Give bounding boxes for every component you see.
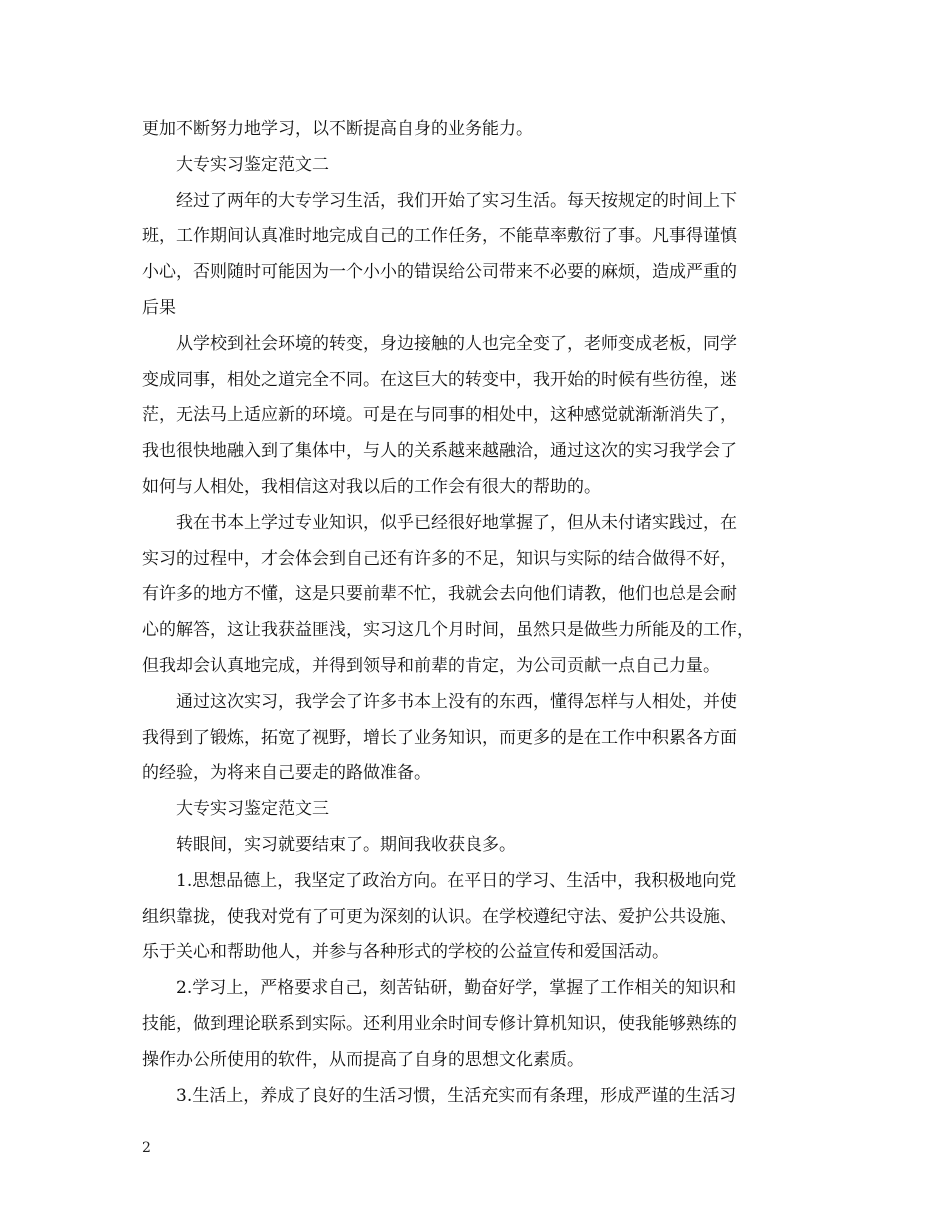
page-number: 2: [142, 1140, 151, 1156]
text-line: 班，工作期间认真准时地完成自己的工作任务，不能草率敷衍了事。凡事得谨慎: [142, 226, 737, 247]
text-line: 通过这次实习，我学会了许多书本上没有的东西，懂得怎样与人相处，并使: [176, 691, 737, 712]
text-line: 心的解答，这让我获益匪浅，实习这几个月时间，虽然只是做些力所能及的工作，: [142, 620, 754, 641]
text-line: 但我却会认真地完成，并得到领导和前辈的肯定，为公司贡献一点自己力量。: [142, 655, 720, 676]
text-line: 后果: [142, 297, 176, 318]
text-line: 操作办公所使用的软件，从而提高了自身的思想文化素质。: [142, 1049, 584, 1070]
text-line: 实习的过程中，才会体会到自己还有许多的不足，知识与实际的结合做得不好，: [142, 548, 737, 569]
list-item-1: 1.思想品德上，我坚定了政治方向。在平日的学习、生活中，我积极地向党: [176, 870, 737, 891]
text-line: 更加不断努力地学习，以不断提高自身的业务能力。: [142, 119, 533, 139]
section-heading-3: 大专实习鉴定范文三: [176, 799, 329, 820]
text-line: 组织靠拢，使我对党有了可更为深刻的认识。在学校遵纪守法、爱护公共设施、: [142, 906, 737, 927]
text-line: 经过了两年的大专学习生活，我们开始了实习生活。每天按规定的时间上下: [176, 190, 737, 211]
list-item-2: 2.学习上，严格要求自己，刻苦钻研，勤奋好学，掌握了工作相关的知识和: [176, 978, 737, 999]
text-line: 小心，否则随时可能因为一个小小的错误给公司带来不必要的麻烦，造成严重的: [142, 262, 737, 283]
text-line: 转眼间，实习就要结束了。期间我收获良多。: [176, 834, 516, 855]
text-line: 技能，做到理论联系到实际。还利用业余时间专修计算机知识，使我能够熟练的: [142, 1013, 737, 1034]
body-text: [142, 112, 820, 1114]
text-line: 我也很快地融入到了集体中，与人的关系越来越融洽，通过这次的实习我学会了: [142, 441, 737, 462]
text-line: 有许多的地方不懂，这是只要前辈不忙，我就会去向他们请教，他们也总是会耐: [142, 584, 737, 605]
text-line: 从学校到社会环境的转变，身边接触的人也完全变了，老师变成老板，同学: [176, 333, 737, 354]
text-line: 我得到了锻炼，拓宽了视野，增长了业务知识，而更多的是在工作中积累各方面: [142, 727, 737, 748]
text-line: 如何与人相处，我相信这对我以后的工作会有很大的帮助的。: [142, 476, 601, 497]
text-line: 乐于关心和帮助他人，并参与各种形式的学校的公益宣传和爱国活动。: [142, 942, 669, 963]
text-line: 我在书本上学过专业知识，似乎已经很好地掌握了，但从未付诸实践过，在: [176, 512, 737, 533]
text-line: 变成同事，相处之道完全不同。在这巨大的转变中，我开始的时候有些彷徨，迷: [142, 369, 737, 390]
section-heading-2: 大专实习鉴定范文二: [176, 154, 329, 175]
text-line: 茫，无法马上适应新的环境。可是在与同事的相处中，这种感觉就渐渐消失了，: [142, 405, 737, 426]
text-line: 的经验，为将来自己要走的路做准备。: [142, 763, 431, 784]
list-item-3: 3.生活上，养成了良好的生活习惯，生活充实而有条理，形成严谨的生活习: [176, 1085, 737, 1106]
